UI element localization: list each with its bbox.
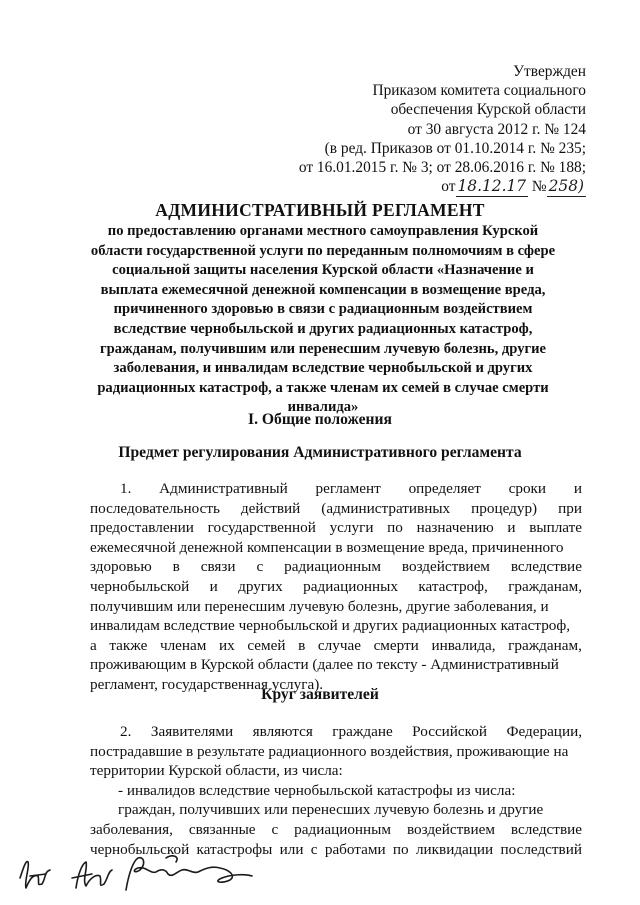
subtitle-line: по предоставлению органами местного самоуправления Курской: [107, 223, 539, 239]
text-line: [90, 616, 582, 636]
word: гражданам,: [508, 636, 582, 654]
word: связанные: [188, 820, 256, 838]
text-line: [90, 557, 582, 577]
subtitle-line: заболевания, и инвалидам вследствие чернобыльской и других: [113, 360, 533, 377]
word: Заявителями: [150, 723, 234, 740]
approval-line: Утвержден: [513, 63, 586, 80]
subtitle-line: социальной защиты населения Курской области «Назначение и: [112, 262, 534, 279]
word: ежемесячной денежной компенсации в возмещение вреда, причиненного: [90, 538, 564, 556]
word: 2.: [120, 723, 132, 740]
subtitle-line: инвалида»: [287, 399, 359, 416]
word: регламент: [315, 480, 381, 497]
subtitle-line: гражданам, получившим или перенесшим лучевую болезнь, другие: [99, 340, 547, 357]
signature-image: [16, 848, 276, 898]
word: инвалида,: [431, 636, 496, 654]
word: вследствие: [510, 558, 582, 576]
text-line: [90, 499, 582, 519]
word: катастроф,: [418, 577, 488, 595]
word: действий: [240, 499, 301, 517]
subtitle-line: области государственной услуги по переданным полномочиям в сфере: [90, 242, 556, 259]
word: сроки: [508, 480, 547, 497]
word: определяет: [408, 480, 481, 497]
approval-no-sign: №: [531, 178, 547, 196]
handwritten-signatures: [16, 848, 276, 898]
subsection-heading-applicants: Круг заявителей: [261, 686, 379, 703]
approval-line: Приказом комитета социального: [372, 82, 586, 100]
word: - инвалидов вследствие чернобыльской катастрофы из числа:: [118, 781, 516, 799]
handwritten-date: 18.12.17: [456, 177, 529, 197]
word: с: [271, 820, 279, 838]
word: Федерации,: [506, 723, 582, 740]
word: радиационных: [303, 577, 398, 595]
word: государственной: [207, 519, 316, 537]
word: гражданам,: [508, 577, 582, 595]
document-subtitle: [80, 222, 566, 418]
word: в: [298, 636, 306, 654]
word: Административный: [159, 480, 288, 497]
document-title: АДМИНИСТРАТИВНЫЙ РЕГЛАМЕНТ: [155, 200, 485, 220]
subtitle-line: причиненного здоровью в связи с радиационным воздействием: [113, 301, 533, 318]
word: чернобыльской: [90, 577, 190, 595]
word: или: [279, 840, 304, 858]
word: назначению: [416, 519, 494, 537]
text-line: [90, 722, 582, 742]
word: и: [573, 480, 582, 497]
word: и: [507, 519, 516, 537]
section-heading: I. Общие положения: [248, 411, 392, 428]
word: регламент, государственная услуга).: [90, 675, 324, 693]
word: вследствие: [510, 820, 582, 838]
word: членам: [159, 636, 207, 654]
word: выплате: [529, 519, 582, 537]
text-line: [90, 655, 582, 675]
approval-line: (в ред. Приказов от 01.10.2014 г. № 235;: [324, 139, 586, 157]
subsection-heading-subject: Предмет регулирования Административного регламента: [118, 444, 522, 461]
word: воздействием: [401, 558, 490, 576]
word: по: [392, 840, 409, 858]
word: а: [90, 636, 97, 654]
approval-line: обеспечения Курской области: [390, 101, 586, 119]
word: являются: [252, 723, 313, 740]
word: с: [310, 840, 318, 858]
word: территории Курской области, из числа:: [90, 762, 343, 780]
word: с: [256, 558, 264, 576]
word: смерти: [373, 636, 419, 654]
word: работами: [324, 840, 386, 858]
word: граждане: [332, 723, 393, 740]
text-line: [90, 781, 582, 801]
approval-amendment-line: [299, 177, 586, 197]
word: здоровью: [90, 558, 152, 576]
approval-line: от 30 августа 2012 г. № 124: [407, 120, 586, 138]
subtitle-line: выплата ежемесячной денежной компенсации в возмещение вреда,: [100, 281, 546, 298]
text-line: [90, 577, 582, 597]
word: воздействием: [406, 820, 495, 838]
word: Российской: [412, 723, 488, 740]
paragraph-2: [90, 722, 582, 859]
word: семей: [247, 636, 286, 654]
handwritten-number: 258): [547, 177, 586, 197]
word: ликвидации: [415, 840, 494, 858]
text-line: [90, 538, 582, 558]
text-line: [90, 820, 582, 840]
word: других: [238, 577, 283, 595]
word: 1.: [120, 480, 132, 497]
word: радиационным: [284, 558, 381, 576]
word: в: [172, 558, 180, 576]
subtitle-line: радиационных катастроф, а также членам их семей в случае смерти: [97, 379, 549, 396]
word: последовательность: [90, 499, 220, 517]
approval-prefix: от: [441, 178, 456, 196]
word: последствий: [500, 840, 582, 858]
word: случае: [317, 636, 361, 654]
word: получившим или перенесшим лучевую болезнь, другие заболевания, и: [90, 597, 549, 615]
word: (административных: [321, 499, 451, 517]
word: катастрофы: [196, 840, 273, 858]
word: радиационным: [294, 820, 391, 838]
text-line: [90, 800, 582, 820]
paragraph-1: [90, 479, 582, 695]
approval-line: от 16.01.2015 г. № 3; от 28.06.2016 г. № 188;: [298, 159, 586, 177]
subtitle-line: вследствие чернобыльской и других радиационных катастроф,: [113, 320, 533, 337]
text-line: [90, 636, 582, 656]
word: чернобыльской: [90, 840, 190, 858]
text-line: [90, 479, 582, 499]
word: граждан, получивших или перенесших лучевую болезнь и другие: [118, 801, 544, 819]
word: и: [209, 577, 218, 595]
word: при: [558, 499, 582, 517]
word: инвалидам вследствие чернобыльской и других радиационных катастроф,: [90, 617, 571, 635]
text-line: [90, 761, 582, 781]
word: также: [109, 636, 148, 654]
text-line: [90, 597, 582, 617]
word: связи: [200, 558, 236, 576]
word: пострадавшие в результате радиационного воздействия, проживающие на: [90, 742, 569, 760]
word: предоставлении: [90, 519, 194, 537]
word: процедур): [471, 499, 538, 517]
approval-block: [299, 62, 586, 197]
word: их: [219, 636, 235, 654]
text-line: [90, 742, 582, 762]
text-line: [90, 518, 582, 538]
word: проживающим в Курской области (далее по тексту - Административный: [90, 656, 559, 674]
word: услуги: [329, 519, 374, 537]
word: заболевания,: [90, 820, 173, 838]
word: по: [387, 519, 403, 537]
